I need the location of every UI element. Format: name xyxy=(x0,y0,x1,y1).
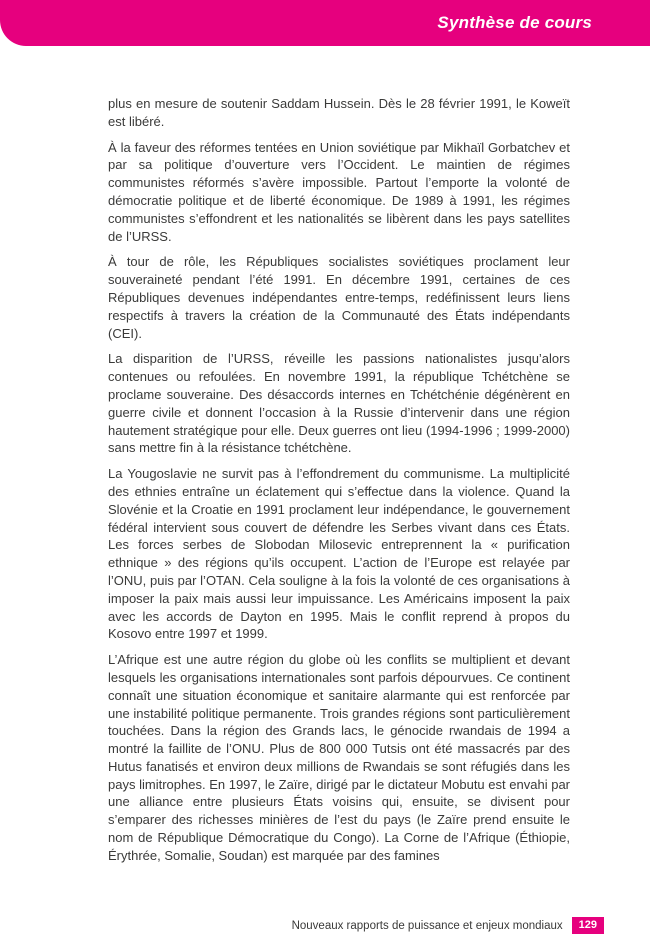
footer-chapter-caption: Nouveaux rapports de puissance et enjeux mondiaux xyxy=(291,919,563,932)
paragraph-yougoslavie: La Yougoslavie ne survit pas à l’effondrement du communisme. La multiplicité des ethnies entraîne un éclatement qui s’effectue dans la violence. Quand la Slovénie et la Croatie en 1991 proclament leur indépendance, le gouvernement fédéral intervient sous couvert de défendre les Serbes vivant dans ces États. Les forces serbes de Slobodan Milosevic entreprennent la « purification ethnique » des régions qu’ils occupent. L’action de l’Europe est relayée par l’ONU, puis par l’OTAN. Cela souligne à la fois la volonté de ces organisations à imposer la paix mais aussi leur impuissance. Les Américains imposent la paix avec les accords de Dayton en 1995. Mais le conflit reprend à propos du Kosovo entre 1997 et 1999. xyxy=(108,466,570,642)
paragraph-afrique: L’Afrique est une autre région du globe où les conflits se multiplient et devant lesquels les organisations internationales sont parfois dépourvues. Ce continent connaît une situation économique et sanitaire alarmante qui est renforcée par une instabilité politique permanente. Trois grandes régions sont particulièrement touchées. Dans la région des Grands lacs, le génocide rwandais de 1994 a montré la faillite de l’ONU. Plus de 800 000 Tutsis ont été massacrés par des Hutus fanatisés et environ deux millions de Rwandais se sont réfugiés dans les pays limitrophes. En 1997, le Zaïre, dirigé par le dictateur Mobutu est envahi par une alliance entre plusieurs États voisins qui, ensuite, se divisent pour s’emparer des richesses minières de l’est du pays (le Zaïre prend ensuite le nom de République Démocratique du Congo). La Corne de l’Afrique (Éthiopie, Érythrée, Somalie, Soudan) est marquée par des famines xyxy=(108,652,570,863)
page-footer xyxy=(292,917,604,934)
paragraph-tchetchenie: La disparition de l’URSS, réveille les passions nationalistes jusqu’alors contenues ou refoulées. En novembre 1991, la république Tchétchène se proclame souveraine. Des désaccords internes en Tchétchénie dégénèrent en guerre civile et donnent l’occasion à la Russie d’intervenir dans une région hautement stratégique pour elle. Deux guerres ont lieu (1994-1996 ; 1999-2000) sans mettre fin à la résistance tchétchène. xyxy=(108,351,570,456)
page-number-badge: 129 xyxy=(572,917,604,934)
document-body xyxy=(108,95,570,873)
header-banner xyxy=(0,0,650,46)
paragraph-republiques-cei: À tour de rôle, les Républiques socialistes soviétiques proclament leur souveraineté pendant l’été 1991. En décembre 1991, certaines de ces Républiques devenues indépendantes entre-temps, redéfinissent leurs liens respectifs à travers la création de la Communauté des États indépendants (CEI). xyxy=(108,254,570,341)
paragraph-reformes-urss: À la faveur des réformes tentées en Union soviétique par Mikhaïl Gorbatchev et par sa politique d’ouverture vers l’Occident. Le maintien de régimes communistes réformés s’avère impossible. Partout l’emporte la volonté de démocratie politique et de liberté économique. De 1989 à 1991, les régimes communistes s’effondrent et les nationalités se libèrent dans les pays satellites de l’URSS. xyxy=(108,139,570,244)
page-header-title: Synthèse de cours xyxy=(437,13,592,32)
paragraph-continuation: plus en mesure de soutenir Saddam Hussein. Dès le 28 février 1991, le Koweït est libéré. xyxy=(108,96,570,129)
